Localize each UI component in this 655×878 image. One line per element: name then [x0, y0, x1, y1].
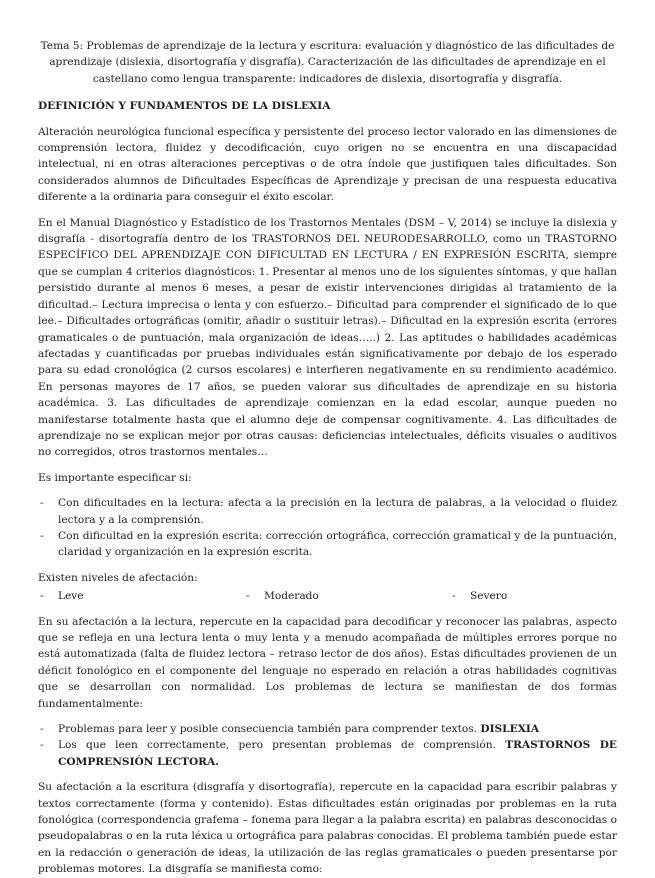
list-item — [38, 721, 617, 737]
level-item — [450, 588, 507, 604]
specify-list — [38, 495, 617, 561]
list-item-text: Los que leen correctamente, pero presentan problemas de comprensión. — [58, 739, 506, 752]
level-label: Leve — [58, 590, 84, 603]
list-item-text: Problemas para leer y posible consecuencia también para comprender textos. — [58, 723, 481, 736]
list-item — [38, 737, 617, 770]
level-dash: - — [40, 590, 44, 603]
list-item: - Con dificultad en la expresión escrita: corrección ortográfica, corrección gramatical y de la puntuación, claridad y organización en la expresión escrita. — [38, 528, 617, 561]
level-item — [38, 588, 244, 604]
section-heading: DEFINICIÓN Y FUNDAMENTOS DE LA DISLEXIA — [38, 100, 331, 113]
paragraph-specify-intro: Es importante especificar si: — [38, 471, 192, 484]
levels-row — [38, 588, 617, 604]
level-dash: - — [246, 590, 250, 603]
list-item: - Con dificultades en la lectura: afecta a la precisión en la lectura de palabras, a la velocidad o fluidez lectora y a la comprensión. — [38, 495, 617, 528]
paragraph-levels-intro: Existen niveles de afectación: — [38, 571, 198, 584]
document-header-title: Tema 5: Problemas de aprendizaje de la lectura y escritura: evaluación y diagnóstico de las dificultades de aprendizaje (dislexia, disortografía y disgrafía). Caracterización de las dificultades de aprendizaje en el castellano como lengua transparente: indicadores de dislexia, disortografía y disgrafía. — [40, 40, 615, 85]
level-item — [244, 588, 450, 604]
level-label: Moderado — [264, 590, 319, 603]
list-item-bold-term: DISLEXIA — [480, 723, 540, 736]
level-label: Severo — [470, 590, 508, 603]
paragraph-writing-impact: Su afectación a la escritura (disgrafía y disortografía), repercute en la capacidad para escribir palabras y textos correctamente (forma y contenido). Estas dificultades están originadas por problemas en la ruta fonológica (correspondencia grafema – fonema para llegar a la palabra escrita) en palabras desconocidas o pseudopalabras o en la ruta léxica u ortográfica para palabras conocidas. El problema también puede estar en la redacción o generación de ideas, la utilización de las reglas gramaticales o pueden presentarse por problemas motores. La disgrafía se manifiesta como: — [38, 781, 617, 876]
reading-forms-list — [38, 721, 617, 770]
paragraph-definition: Alteración neurológica funcional específica y persistente del proceso lector valorado en las dimensiones de comprensión lectora, fluidez y decodificación, cuyo origen no se encuentra en una discapacidad intelectual, ni en otras alteraciones perceptivas o de otra índole que justifiquen tales dificultades. Son considerados alumnos de Dificultades Específicas de Aprendizaje y precisan de una respuesta educativa diferente a la ordinaria para conseguir el éxito escolar. — [38, 125, 617, 204]
list-item-bold-term: TRASTORNOS DE COMPRENSIÓN LECTORA. — [58, 739, 617, 768]
level-dash: - — [452, 590, 456, 603]
paragraph-dsm-criteria: En el Manual Diagnóstico y Estadístico de los Trastornos Mentales (DSM – V, 2014) se incluye la dislexia y disgrafía - disortografía dentro de los TRASTORNOS DEL NEURODESARROLLO, como un TRASTORNO ESPECÍFICO DEL APRENDIZAJE CON DIFICULTAD EN LECTURA / EN EXPRESIÓN ESCRITA, siempre que se cumplan 4 criterios diagnósticos: 1. Presentar al menos uno de los siguientes síntomas, y que hallan persistido durante al menos 6 meses, a pesar de existir intervenciones dirigidas al tratamiento de la dificultad.– Lectura imprecisa o lenta y con esfuerzo.– Dificultad para comprender el significado de lo que lee.– Dificultades ortográficas (omitir, añadir o sustituir letras).– Dificultad en la expresión escrita (errores gramaticales o de puntuación, mala organización de ideas…..) 2. Las aptitudes o habilidades académicas afectadas y cuantificadas por pruebas individuales están significativamente por debajo de los esperado para su edad cronológica (2 cursos escolares) e interfieren negativamente en su rendimiento académico. En personas mayores de 17 años, se pueden valorar sus dificultades de aprendizaje en su historia académica. 3. Las dificultades de aprendizaje comienzan en la edad escolar, aunque pueden no manifestarse totalmente hasta que el alumno deje de compensar cognitivamente. 4. Las dificultades de aprendizaje no se explican mejor por otras causas: deficiencias intelectuales, déficits visuales o auditivos no corregidos, otros trastornos mentales… — [38, 216, 617, 459]
paragraph-reading-impact: En su afectación a la lectura, repercute en la capacidad para decodificar y reconocer las palabras, aspecto que se refleja en una lectura lenta o muy lenta y a menudo acompañada de múltiples errores porque no está automatizada (falta de fluidez lectora – retraso lector de dos años). Estas dificultades provienen de un déficit fonológico en el componente del lenguaje no esperado en relación a otras habilidades cognitivas que se desarrollan con normalidad. Los problemas de lectura se manifiestan de dos formas fundamentalmente: — [38, 615, 617, 710]
